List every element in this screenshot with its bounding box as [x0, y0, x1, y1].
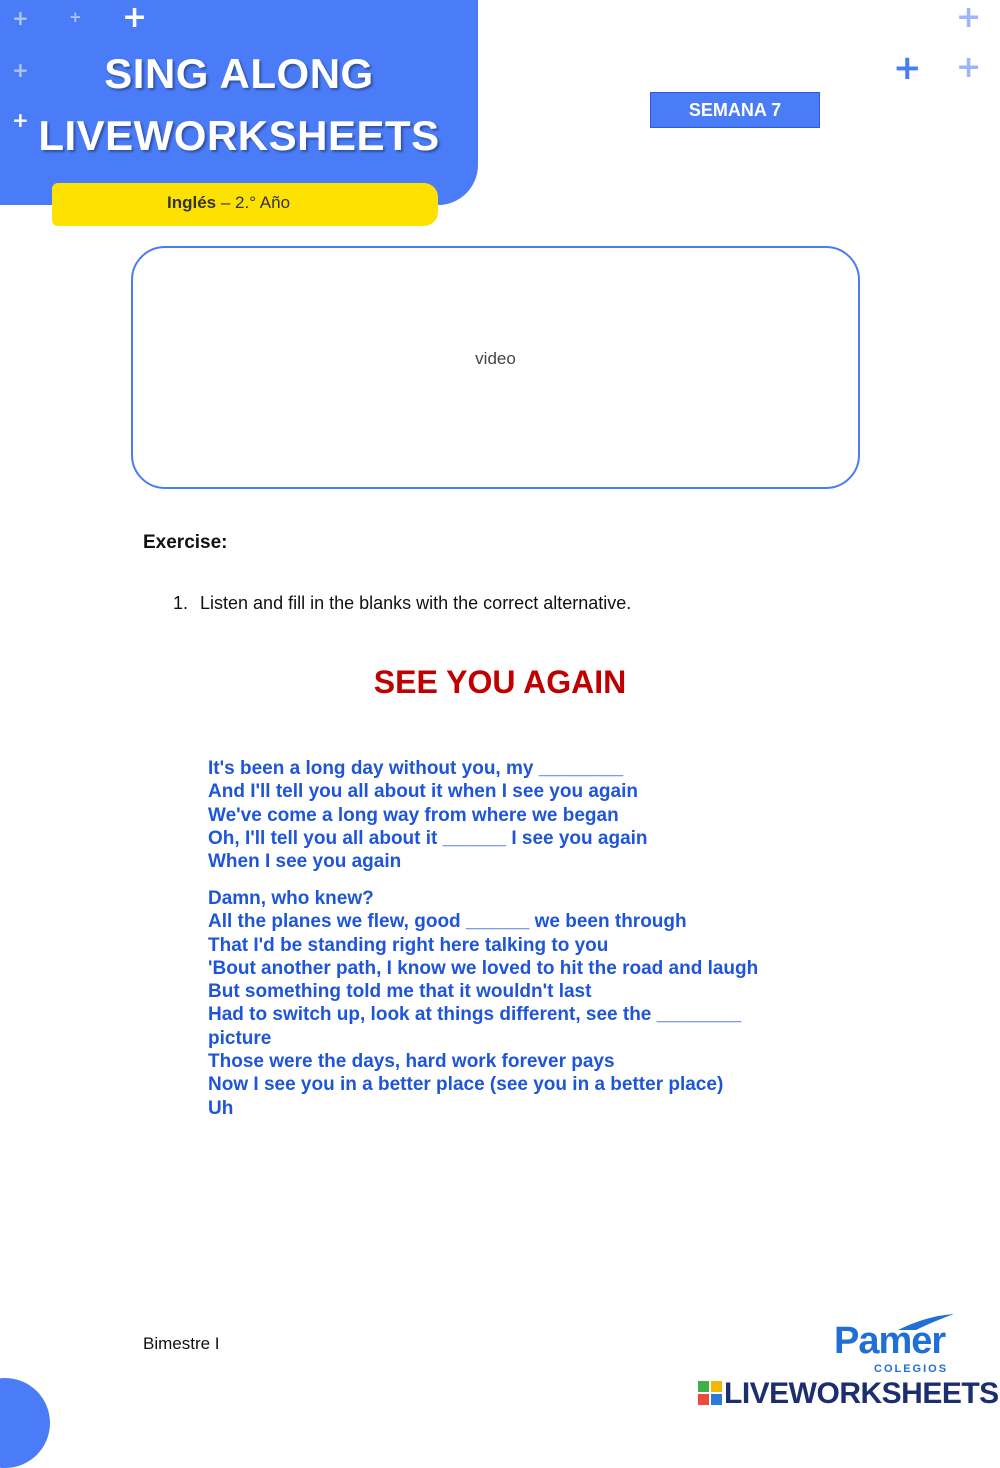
lyric-line: Those were the days, hard work forever pays: [208, 1051, 615, 1073]
pamer-logo: [834, 1312, 954, 1378]
pamer-logo-subtitle: COLEGIOS: [874, 1363, 949, 1375]
exercise-heading: Exercise:: [143, 532, 228, 553]
plus-decoration-icon: +: [956, 50, 982, 85]
lyric-line: All the planes we flew, good ______ we been through: [208, 911, 687, 933]
lyric-line: Now I see you in a better place (see you in a better place): [208, 1074, 724, 1096]
lyric-line: Uh: [208, 1097, 234, 1119]
plus-decoration-icon: +: [12, 108, 29, 132]
week-badge: SEMANA 7: [650, 92, 820, 128]
plus-decoration-icon: +: [69, 8, 82, 26]
liveworksheets-watermark: [698, 1377, 998, 1411]
lyric-line: But something told me that it wouldn't last: [208, 981, 592, 1003]
lyric-line: Had to switch up, look at things different, see the ________: [208, 1004, 742, 1026]
term-label: Bimestre I: [143, 1334, 220, 1353]
pamer-logo-word: Pamer: [834, 1320, 946, 1362]
plus-decoration-icon: +: [12, 6, 29, 30]
instruction-number: 1.: [173, 593, 189, 613]
lyric-line: picture: [208, 1027, 272, 1049]
video-label: video: [475, 349, 516, 368]
plus-decoration-icon: +: [956, 0, 982, 35]
lyrics-stanza-2: [208, 887, 758, 1120]
lyric-line: It's been a long day without you, my ________: [208, 758, 624, 779]
subject-label: [167, 193, 290, 213]
subject-name: Inglés: [167, 193, 217, 212]
subject-grade: – 2.° Año: [216, 193, 291, 212]
lyric-line: Damn, who knew?: [208, 888, 374, 909]
corner-decoration: [0, 1378, 50, 1468]
video-player[interactable]: [131, 246, 860, 489]
title-line-1: SING ALONG: [104, 50, 374, 97]
lyric-line: And I'll tell you all about it when I see you again: [208, 781, 638, 803]
lyrics-stanza-1: [208, 757, 648, 873]
liveworksheets-logo-icon: [698, 1381, 722, 1405]
title-line-2: LIVEWORKSHEETS: [38, 112, 440, 159]
lyric-line: 'Bout another path, I know we loved to hit the road and laugh: [208, 957, 759, 979]
plus-decoration-icon: +: [122, 0, 148, 35]
lyric-line: We've come a long way from where we began: [208, 804, 619, 826]
instruction-text: Listen and fill in the blanks with the correct alternative.: [200, 593, 632, 613]
song-title: SEE YOU AGAIN: [373, 664, 627, 700]
lyric-line: That I'd be standing right here talking to you: [208, 934, 609, 956]
plus-decoration-icon: +: [12, 58, 29, 82]
instruction-item: [173, 593, 631, 614]
liveworksheets-watermark-text: LIVEWORKSHEETS: [724, 1377, 999, 1410]
header-banner: [0, 0, 478, 205]
lyric-line: Oh, I'll tell you all about it ______ I see you again: [208, 827, 648, 849]
plus-decoration-icon: +: [893, 48, 922, 88]
lyric-line: When I see you again: [208, 851, 402, 873]
